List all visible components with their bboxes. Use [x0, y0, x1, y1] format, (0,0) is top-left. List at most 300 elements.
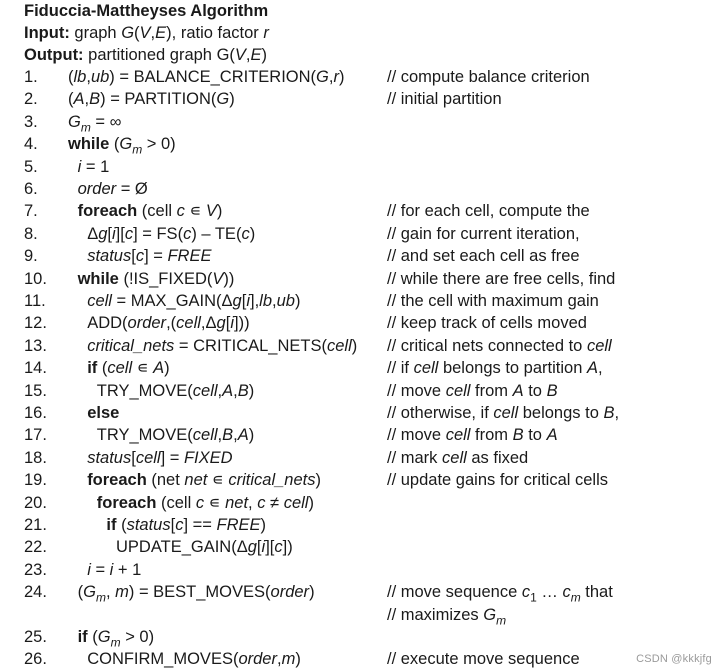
- code-token: critical_nets: [228, 471, 316, 490]
- input-label: Input:: [24, 24, 70, 42]
- cmt-token: cell: [493, 404, 519, 422]
- comment-text: [387, 66, 590, 88]
- code-token: [: [225, 314, 231, 333]
- code-token: A: [153, 359, 165, 378]
- code-token: = CRITICAL_NETS(: [174, 336, 327, 355]
- line-number: 15.: [24, 381, 47, 400]
- code-token: critical_nets: [87, 336, 175, 355]
- line-number: 16.: [24, 404, 47, 422]
- code-token: status: [126, 516, 171, 534]
- cmt-token: B: [603, 404, 615, 422]
- code-token: = 1: [81, 157, 110, 176]
- code-token: foreach: [77, 202, 138, 221]
- comment-text: [387, 290, 599, 312]
- code-token: m: [110, 635, 121, 650]
- code-token: G: [97, 628, 111, 646]
- code-token: G: [316, 68, 329, 86]
- line-number: 2.: [24, 90, 38, 109]
- code-token: m: [132, 142, 143, 157]
- code-token: ][: [265, 538, 275, 557]
- code-token: if: [106, 516, 117, 534]
- code-token: m: [95, 590, 106, 605]
- code-token: g: [216, 314, 226, 333]
- watermark: CSDN @kkkjfg: [636, 653, 712, 665]
- line-number: 4.: [24, 135, 38, 154]
- line-number: 11.: [24, 292, 46, 310]
- code-token: if: [87, 359, 98, 378]
- code-token: > 0): [120, 628, 155, 646]
- code-token: ] = FS(: [133, 224, 184, 243]
- code-token: FREE: [216, 516, 261, 534]
- cmt-token: // update gains for critical cells: [387, 471, 609, 490]
- code-token: cell: [326, 336, 352, 355]
- cmt-token: belongs to: [518, 404, 604, 422]
- code-token: ): [164, 359, 170, 378]
- cmt-token: cell: [413, 359, 439, 378]
- code-token: ,: [233, 426, 238, 445]
- cmt-token: G: [483, 605, 497, 624]
- code-token: status: [87, 448, 132, 467]
- line-number: 12.: [24, 314, 47, 333]
- code-token: ): [229, 90, 235, 109]
- line-number: 9.: [24, 247, 38, 266]
- code-token: ≠: [265, 493, 284, 512]
- code-token: (: [77, 583, 84, 602]
- code-line: [0, 536, 726, 558]
- code-token: UPDATE_GAIN(Δ: [116, 538, 248, 557]
- cmt-token: A: [586, 359, 598, 378]
- comment-text: [387, 223, 580, 245]
- code-token: > 0): [142, 135, 176, 154]
- code-line: [0, 469, 726, 491]
- code-text: [97, 424, 254, 446]
- output-comma: ,: [245, 46, 251, 64]
- code-token: cell: [176, 314, 201, 333]
- output-text-b: ): [261, 46, 268, 64]
- input-line: [24, 22, 269, 44]
- code-token: ): [309, 583, 315, 602]
- code-text: [87, 447, 232, 469]
- line-number: 13.: [24, 336, 47, 355]
- cmt-token: 1: [530, 590, 537, 605]
- code-token: ): [248, 381, 255, 400]
- comment-text: [387, 200, 590, 222]
- code-token: c: [257, 493, 266, 512]
- input-var-v: V: [139, 24, 151, 42]
- code-token: TRY_MOVE(: [96, 381, 193, 400]
- code-token: (: [87, 628, 98, 646]
- code-text: [87, 559, 141, 581]
- code-token: c: [274, 538, 283, 557]
- code-text: [116, 536, 293, 558]
- code-line: [0, 626, 726, 648]
- input-var-g: G: [121, 24, 135, 42]
- code-token: ∊: [184, 202, 206, 221]
- code-token: [: [256, 538, 262, 557]
- code-token: B: [222, 426, 234, 445]
- code-token: = Ø: [116, 180, 148, 198]
- code-line: [0, 492, 726, 514]
- line-number: 25.: [24, 628, 47, 646]
- cmt-token: belongs to partition: [438, 359, 587, 378]
- code-token: r: [333, 68, 339, 86]
- comment-text: [387, 469, 608, 491]
- code-token: m: [115, 583, 129, 602]
- code-token: ub: [90, 68, 110, 86]
- code-token: ): [338, 68, 345, 86]
- code-token: ): [294, 292, 301, 310]
- code-token: B: [89, 90, 101, 109]
- code-token: ]): [282, 538, 293, 557]
- code-token: status: [87, 247, 132, 266]
- cmt-token: m: [570, 590, 581, 605]
- cmt-token: …: [536, 583, 563, 602]
- comment-text: [387, 335, 612, 357]
- cmt-token: // compute balance criterion: [387, 68, 590, 86]
- code-token: = MAX_GAIN(Δ: [111, 292, 233, 310]
- code-line: [0, 156, 726, 178]
- line-number: 17.: [24, 426, 47, 445]
- code-token: cell: [135, 448, 161, 467]
- code-token: cell: [87, 292, 112, 310]
- code-token: ): [295, 650, 301, 669]
- code-token: ,: [84, 90, 90, 109]
- code-line: [0, 200, 726, 222]
- code-token: cell: [283, 493, 309, 512]
- code-token: [: [107, 224, 112, 243]
- cmt-token: // otherwise, if: [387, 404, 494, 422]
- cmt-token: B: [512, 426, 524, 445]
- comment-text: [387, 312, 587, 334]
- code-line: [0, 268, 726, 290]
- code-token: i: [77, 157, 82, 176]
- code-line: [0, 245, 726, 267]
- code-token: )): [223, 269, 235, 288]
- code-token: TRY_MOVE(: [96, 426, 193, 445]
- code-token: (: [68, 90, 74, 109]
- cmt-token: B: [546, 381, 558, 400]
- code-token: [: [241, 292, 247, 310]
- code-token: (: [68, 68, 74, 86]
- cmt-token: m: [496, 612, 507, 627]
- input-var-e: E: [155, 24, 167, 42]
- code-token: FREE: [167, 247, 212, 266]
- line-number: 26.: [24, 650, 47, 669]
- cmt-token: that: [580, 583, 613, 602]
- code-token: i: [246, 292, 250, 310]
- output-var-v: V: [234, 46, 246, 64]
- input-text-a: graph: [69, 24, 122, 42]
- code-token: c: [175, 516, 184, 534]
- comment-text: [387, 648, 580, 670]
- cmt-token: // if: [387, 359, 414, 378]
- code-token: ): [248, 426, 255, 445]
- comment-text: [387, 447, 528, 469]
- cmt-token: cell: [445, 381, 471, 400]
- code-token: [: [131, 448, 136, 467]
- cmt-token: // initial partition: [387, 90, 502, 109]
- code-token: i: [261, 538, 266, 557]
- code-text: [78, 200, 223, 222]
- code-token: ,(: [166, 314, 177, 333]
- code-line: [0, 88, 726, 110]
- code-text: [87, 312, 249, 334]
- cmt-token: cell: [586, 336, 612, 355]
- output-var-e: E: [250, 46, 262, 64]
- code-token: ,: [248, 493, 258, 512]
- code-token: ,: [217, 381, 223, 400]
- code-token: ): [260, 516, 266, 534]
- code-token: m: [80, 120, 91, 135]
- code-token: g: [98, 224, 108, 243]
- code-token: order: [77, 180, 117, 198]
- cmt-token: // keep track of cells moved: [387, 314, 587, 333]
- code-token: (net: [146, 471, 185, 490]
- code-line: [0, 312, 726, 334]
- code-token: Δ: [87, 224, 99, 243]
- code-line: [0, 178, 726, 200]
- code-token: ,Δ: [200, 314, 217, 333]
- code-line: [0, 559, 726, 581]
- code-line: [0, 223, 726, 245]
- code-token: order: [127, 314, 167, 333]
- code-token: ): [351, 336, 358, 355]
- code-token: c: [135, 247, 145, 266]
- code-token: c: [183, 224, 192, 243]
- code-token: ,: [328, 68, 334, 86]
- cmt-token: // move: [387, 381, 446, 400]
- code-token: ) = BALANCE_CRITERION(: [109, 68, 317, 86]
- code-text: [78, 178, 148, 200]
- line-number: 20.: [24, 493, 47, 512]
- line-number: 23.: [24, 560, 47, 579]
- code-text: [87, 357, 169, 379]
- algorithm-title: [24, 0, 268, 22]
- code-text: [87, 469, 321, 491]
- cmt-token: // move sequence: [387, 583, 522, 602]
- cmt-token: cell: [445, 426, 471, 445]
- cmt-token: c: [562, 583, 571, 602]
- code-line: [0, 335, 726, 357]
- code-line: [0, 581, 726, 603]
- line-number: 5.: [24, 157, 38, 176]
- code-token: order: [238, 650, 277, 669]
- code-token: while: [77, 269, 119, 288]
- code-line: [0, 290, 726, 312]
- code-token: ): [249, 224, 256, 243]
- code-token: else: [87, 404, 120, 422]
- code-token: ,: [217, 426, 223, 445]
- code-token: FIXED: [183, 448, 233, 467]
- cmt-token: // execute move sequence: [387, 650, 580, 669]
- line-number: 22.: [24, 538, 47, 557]
- code-token: cell: [107, 359, 133, 378]
- code-token: =: [90, 560, 110, 579]
- code-token: ∊: [204, 493, 226, 512]
- code-token: foreach: [96, 493, 157, 512]
- code-token: lb: [73, 68, 87, 86]
- line-number: 10.: [24, 269, 47, 288]
- line-number: 24.: [24, 583, 47, 602]
- code-line: [0, 447, 726, 469]
- cmt-token: as fixed: [466, 448, 529, 467]
- code-text: [87, 648, 301, 670]
- comment-text: [387, 380, 558, 402]
- code-token: [: [131, 247, 136, 266]
- code-token: ] ==: [183, 516, 217, 534]
- line-number: 7.: [24, 202, 38, 221]
- input-comma: ,: [150, 24, 156, 42]
- code-token: c: [124, 224, 134, 243]
- code-token: (cell: [156, 493, 196, 512]
- code-text: [87, 245, 211, 267]
- code-token: i: [112, 224, 116, 243]
- comment-text: [387, 268, 615, 290]
- code-token: order: [270, 583, 310, 602]
- cmt-token: // and set each cell as free: [387, 247, 580, 266]
- comment-text: [387, 245, 580, 267]
- code-token: ADD(: [87, 314, 128, 333]
- code-token: g: [247, 538, 257, 557]
- cmt-token: to: [523, 426, 547, 445]
- code-token: ): [308, 493, 314, 512]
- code-token: ) = BEST_MOVES(: [128, 583, 271, 602]
- code-token: c: [241, 224, 250, 243]
- line-number: 1.: [24, 68, 38, 86]
- code-token: V: [212, 269, 224, 288]
- code-token: m: [281, 650, 296, 669]
- code-token: (: [109, 135, 120, 154]
- code-text: [87, 223, 255, 245]
- output-line: [24, 44, 267, 66]
- code-token: ])): [233, 314, 250, 333]
- code-token: ] =: [144, 247, 168, 266]
- code-token: ][: [115, 224, 125, 243]
- code-token: ): [315, 471, 321, 490]
- line-number: 21.: [24, 516, 47, 534]
- code-token: foreach: [87, 471, 147, 490]
- code-token: ub: [276, 292, 295, 310]
- code-token: ∊: [132, 359, 154, 378]
- code-text: [68, 88, 235, 110]
- code-token: while: [68, 135, 110, 154]
- code-token: = ∞: [90, 112, 122, 131]
- code-token: ],: [250, 292, 260, 310]
- code-token: cell: [192, 381, 218, 400]
- cmt-token: ,: [597, 359, 603, 378]
- cmt-token: // while there are free cells, find: [387, 269, 616, 288]
- code-token: A: [73, 90, 85, 109]
- cmt-token: A: [546, 426, 558, 445]
- code-token: V: [205, 202, 217, 221]
- code-line: [0, 357, 726, 379]
- code-token: (: [97, 359, 108, 378]
- output-text-a: partitioned graph G(: [83, 46, 235, 64]
- code-token: B: [237, 381, 249, 400]
- code-token: lb: [259, 292, 273, 310]
- line-number: 3.: [24, 112, 38, 131]
- code-token: G: [68, 112, 81, 131]
- cmt-token: // maximizes: [387, 605, 484, 624]
- cmt-token: // gain for current iteration,: [387, 224, 580, 243]
- code-token: c: [195, 493, 205, 512]
- code-text: [106, 514, 266, 536]
- code-text: [78, 268, 235, 290]
- code-token: + 1: [113, 560, 142, 579]
- code-token: CONFIRM_MOVES(: [87, 650, 239, 669]
- code-line: [0, 514, 726, 536]
- code-token: A: [222, 381, 234, 400]
- code-line: [0, 66, 726, 88]
- code-token: G: [83, 583, 96, 602]
- code-text: [87, 335, 357, 357]
- cmt-token: // critical nets connected to: [387, 336, 587, 355]
- code-text: [87, 402, 119, 424]
- code-token: ] =: [160, 448, 184, 467]
- code-token: i: [230, 314, 234, 333]
- line-number: 19.: [24, 471, 47, 490]
- code-token: ,: [272, 292, 277, 310]
- code-token: (: [116, 516, 127, 534]
- code-token: i: [109, 560, 114, 579]
- comment-text: [387, 402, 619, 424]
- code-token: if: [77, 628, 88, 646]
- cmt-token: from: [470, 426, 513, 445]
- cmt-token: A: [512, 381, 524, 400]
- code-token: ,: [105, 583, 116, 602]
- code-text: [78, 156, 110, 178]
- code-line: [0, 380, 726, 402]
- code-line: [0, 402, 726, 424]
- cmt-token: // move: [387, 426, 446, 445]
- input-var-r: r: [263, 24, 269, 42]
- comment-text: [387, 357, 603, 379]
- cmt-token: // the cell with maximum gain: [387, 292, 599, 310]
- code-token: G: [216, 90, 230, 109]
- code-line: [0, 424, 726, 446]
- code-token: net: [225, 493, 249, 512]
- code-line: [0, 133, 726, 155]
- code-line: [0, 648, 726, 670]
- input-text-c: ), ratio factor: [166, 24, 264, 42]
- code-text: [97, 492, 314, 514]
- line-number: 8.: [24, 224, 38, 243]
- cmt-token: from: [470, 381, 513, 400]
- code-text: [97, 380, 254, 402]
- code-token: ,: [86, 68, 91, 86]
- cmt-token: to: [523, 381, 547, 400]
- code-text: [68, 66, 344, 88]
- code-token: [: [170, 516, 176, 534]
- cmt-token: // mark: [387, 448, 443, 467]
- comment-text: [387, 424, 558, 446]
- code-token: ,: [276, 650, 282, 669]
- input-text-b: (: [134, 24, 140, 42]
- cmt-token: ,: [614, 404, 620, 422]
- code-token: ) = PARTITION(: [100, 90, 217, 109]
- line-number: 18.: [24, 448, 47, 467]
- code-token: ∊: [207, 471, 229, 490]
- comment-text: [387, 88, 502, 110]
- code-token: net: [184, 471, 208, 490]
- code-token: ,: [233, 381, 238, 400]
- code-line: [0, 604, 726, 626]
- cmt-token: cell: [442, 448, 467, 467]
- title-text: Fiduccia-Mattheyses Algorithm: [24, 2, 269, 20]
- code-token: cell: [192, 426, 218, 445]
- cmt-token: // for each cell, compute the: [387, 202, 590, 221]
- line-number: 6.: [24, 180, 38, 198]
